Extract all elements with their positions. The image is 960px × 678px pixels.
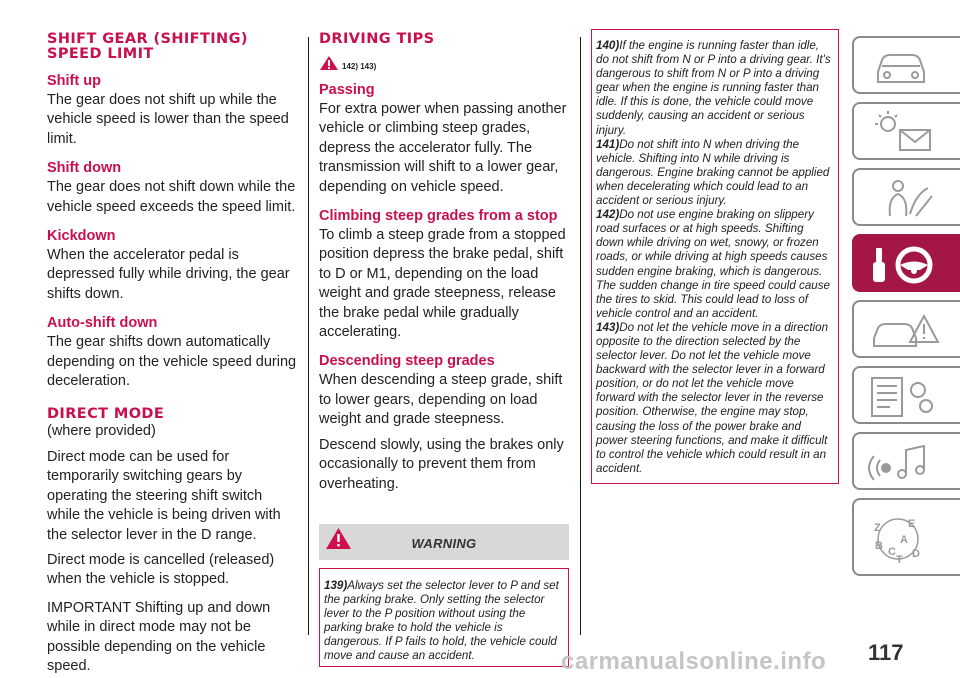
section-heading-direct-mode: DIRECT MODE [47,406,165,423]
paragraph-direct-mode-important: IMPORTANT Shifting up and down while in direct mode may not be possible depending on the vehicle speed. [47,599,271,674]
paragraph-descending-2: Descend slowly, using the brakes only occasionally to prevent them from overheating. [319,436,564,492]
dashboard-lights-icon [860,108,950,156]
paragraph-climbing: To climb a steep grade from a stopped position depress the brake pedal, shift to D or M1, depending on the load weight and grade steepness, release the brake pedal while gradually accelerating. [319,227,566,341]
warning-number: 140) [596,39,620,52]
warning-number: 139) [324,578,348,592]
paragraph-direct-mode-1: Direct mode can be used for temporarily switching gears by operating the steering shift switch while the vehicle is being driven with the selector lever in the D range. [47,448,281,543]
warning-text: If the engine is running faster than idle, do not shift from N or P into a driving gear. It's dangerous to shift from N or P into a driving gear when the engine is running faster than idle. If this is done, the vehicle could move suddenly, causing an accident or serious injury. [596,39,831,137]
paragraph-direct-mode-2: Direct mode is cancelled (released) when the vehicle is stopped. [47,551,275,588]
warning-number: 143) [596,320,620,334]
index-letter: A [900,534,908,546]
paragraph-auto-shift-down: The gear shifts down automatically depending on the vehicle speed during deceleration. [47,334,297,390]
multimedia-icon [860,438,950,486]
column-warnings [591,32,839,484]
tab-multimedia[interactable] [852,432,960,490]
warning-item-143 [596,321,834,476]
subheading-auto-shift-down: Auto-shift down [47,315,158,332]
warning-header [319,524,569,560]
column-divider [580,37,581,635]
maintenance-icon [860,372,950,420]
safety-icon [860,174,950,222]
subheading-kickdown: Kickdown [47,228,116,245]
warning-box [591,29,839,484]
tab-index[interactable] [852,498,960,576]
paragraph-kickdown: When the accelerator pedal is depressed fully while driving, the gear shifts down. [47,247,290,302]
tab-starting-driving[interactable] [852,234,960,292]
paragraph-shift-down: The gear does not shift down while the vehicle speed exceeds the speed limit. [47,179,296,215]
tab-emergency[interactable] [852,300,960,358]
subheading-descending: Descending steep grades [319,353,495,370]
tab-car-info[interactable] [852,36,960,94]
warning-number: 141) [596,137,620,151]
warning-item-141 [596,138,834,208]
warning-reference-numbers: 142) 143) [342,62,377,71]
warning-text: Do not use engine braking on slippery road surfaces or at high speeds. Shifting down while driving on wet, snowy, or frozen roads, or while driving at high speeds causes sudden engine braking, which is dangerous. The sudden change in tire speed could cause the tires to skid. This could lead to loss of vehicle control and an accident. [596,208,830,320]
tab-safety[interactable] [852,168,960,226]
column-shift-gear [47,32,299,676]
warning-text: Always set the selector lever to P and set the parking brake. Only setting the selector lever to the P position without using the parking brake to hold the vehicle is dangerous. If P fails to hold, the vehicle could move and cause an accident. [324,578,559,663]
warning-reference [319,54,569,71]
warning-item-139 [324,579,563,664]
subheading-shift-down: Shift down [47,160,122,177]
subheading-passing: Passing [319,82,375,98]
warning-number: 142) [596,208,620,222]
index-letter: D [912,548,920,560]
direct-mode-note: (where provided) [47,423,156,440]
column-driving-tips [319,32,569,667]
section-heading-driving-tips: DRIVING TIPS [319,31,435,47]
paragraph-passing: For extra power when passing another vehicle or climbing steep grades, depress the accelerator fully. The transmission will shift to a lower gear, depending on vehicle speed. [319,101,567,195]
tab-dashboard-lights[interactable] [852,102,960,160]
starting-driving-icon [860,240,950,288]
section-heading-shift-speed-limit: SHIFT GEAR (SHIFTING) SPEED LIMIT [47,31,248,62]
emergency-icon [860,306,950,354]
index-letter: C [888,546,896,558]
index-icon [860,506,950,572]
index-letter: B [875,540,883,552]
watermark: carmanualsonline.info [561,648,827,675]
subheading-shift-up: Shift up [47,73,101,89]
warning-text: Do not shift into N when driving the vehicle. Shifting into N while driving is dangerous. Engine braking cannot be applied when decelerating which could lead to an accident or serious injury. [596,137,830,208]
car-info-icon [860,42,950,90]
index-letter: Z [874,522,881,534]
paragraph-descending-1: When descending a steep grade, shift to lower gears, depending on load weight and grade steepness. [319,372,563,428]
warning-label: WARNING [411,535,477,551]
warning-item-140 [596,39,834,138]
warning-text: Do not let the vehicle move in a direction opposite to the direction selected by the selector lever. Do not let the vehicle move backward with the selector lever in a forward position, or do not let the vehicle move forward with the selector lever in the reverse position. Otherwise, the engine may stop, causing the loss of the power brake and power steering functions, and make it difficult to control the vehicle which could result in an accident. [596,320,829,475]
warning-triangle-icon [319,55,339,71]
page-number: 117 [868,640,904,665]
index-letter: E [908,518,916,530]
warning-box [319,568,569,668]
column-divider [308,37,309,635]
subheading-climbing: Climbing steep grades from a stop [319,208,558,225]
paragraph-shift-up: The gear does not shift up while the vehicle speed is lower than the speed limit. [47,92,289,147]
warning-item-142 [596,208,834,321]
tab-maintenance[interactable] [852,366,960,424]
index-letter: T [896,554,903,566]
